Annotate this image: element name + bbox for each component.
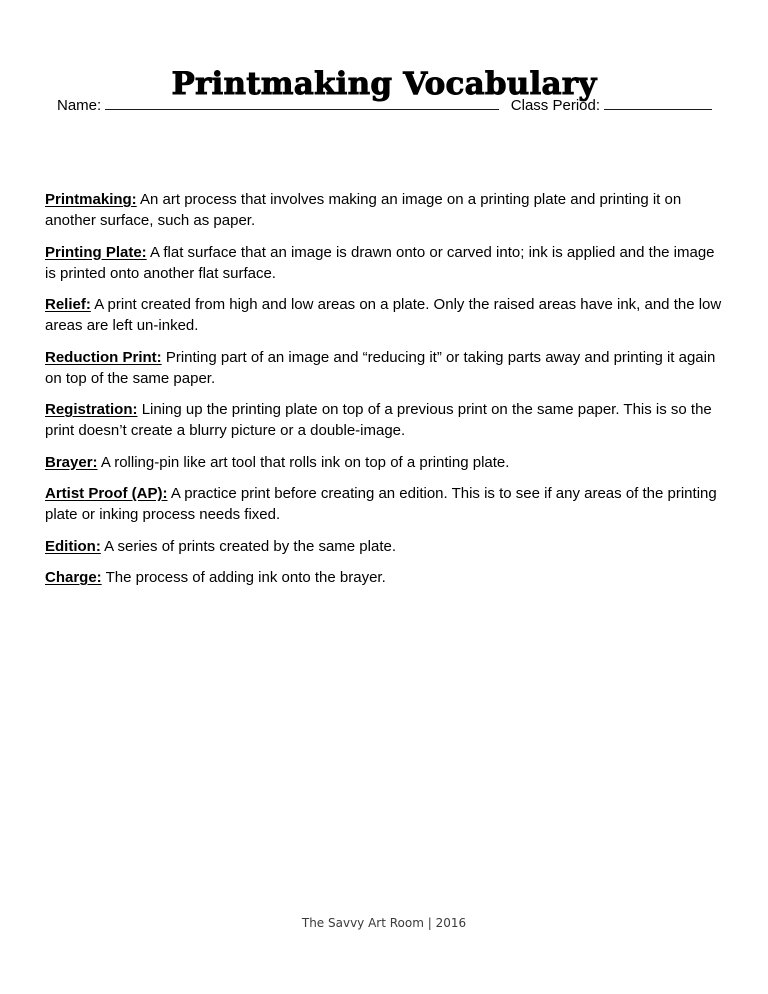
vocabulary-entry <box>45 452 722 473</box>
vocabulary-entry <box>45 189 722 231</box>
vocabulary-definition: Lining up the printing plate on top of a previous print on the same paper. This is so the print doesn’t create a blurry picture or a double-image. <box>45 401 712 439</box>
vocabulary-entry <box>45 536 722 557</box>
vocabulary-definition: A flat surface that an image is drawn onto or carved into; ink is applied and the image is printed onto another flat surface. <box>45 243 715 282</box>
vocabulary-entry <box>45 567 722 588</box>
vocabulary-definition: Printing part of an image and “reducing it” or taking parts away and printing it again on top of the same paper. <box>45 348 716 387</box>
name-input[interactable] <box>105 96 499 110</box>
vocabulary-term: Relief: <box>45 296 91 313</box>
vocabulary-list <box>45 189 722 588</box>
vocabulary-term: Edition: <box>45 537 101 555</box>
page-footer: The Savvy Art Room | 2016 <box>301 916 467 930</box>
page-title: Printmaking Vocabulary <box>171 65 597 102</box>
vocabulary-entry <box>45 242 722 284</box>
vocabulary-entry <box>45 294 722 336</box>
vocabulary-definition: The process of adding ink onto the brayer. <box>105 569 386 586</box>
vocabulary-term: Registration: <box>45 401 138 418</box>
vocabulary-term: Charge: <box>45 569 102 586</box>
class-period-label: Class Period: <box>510 97 600 114</box>
student-info-row <box>57 96 712 116</box>
vocabulary-term: Printmaking: <box>45 191 137 208</box>
vocabulary-entry <box>45 483 722 525</box>
vocabulary-definition: A series of prints created by the same plate. <box>104 537 396 555</box>
name-label: Name: <box>57 97 102 114</box>
class-period-input[interactable] <box>604 96 712 110</box>
vocabulary-entry <box>45 399 722 441</box>
vocabulary-term: Artist Proof (AP): <box>45 485 168 502</box>
vocabulary-term: Brayer: <box>45 453 98 471</box>
vocabulary-term: Reduction Print: <box>45 348 162 366</box>
vocabulary-definition: A practice print before creating an edition. This is to see if any areas of the printing plate or inking process needs fixed. <box>45 485 717 523</box>
vocabulary-term: Printing Plate: <box>45 243 147 261</box>
vocabulary-entry <box>45 347 722 389</box>
vocabulary-definition: An art process that involves making an image on a printing plate and printing it on another surface, such as paper. <box>45 191 682 229</box>
vocabulary-definition: A print created from high and low areas on a plate. Only the raised areas have ink, and the low areas are left un-inked. <box>45 296 722 334</box>
vocabulary-definition: A rolling-pin like art tool that rolls ink on top of a printing plate. <box>100 453 510 471</box>
